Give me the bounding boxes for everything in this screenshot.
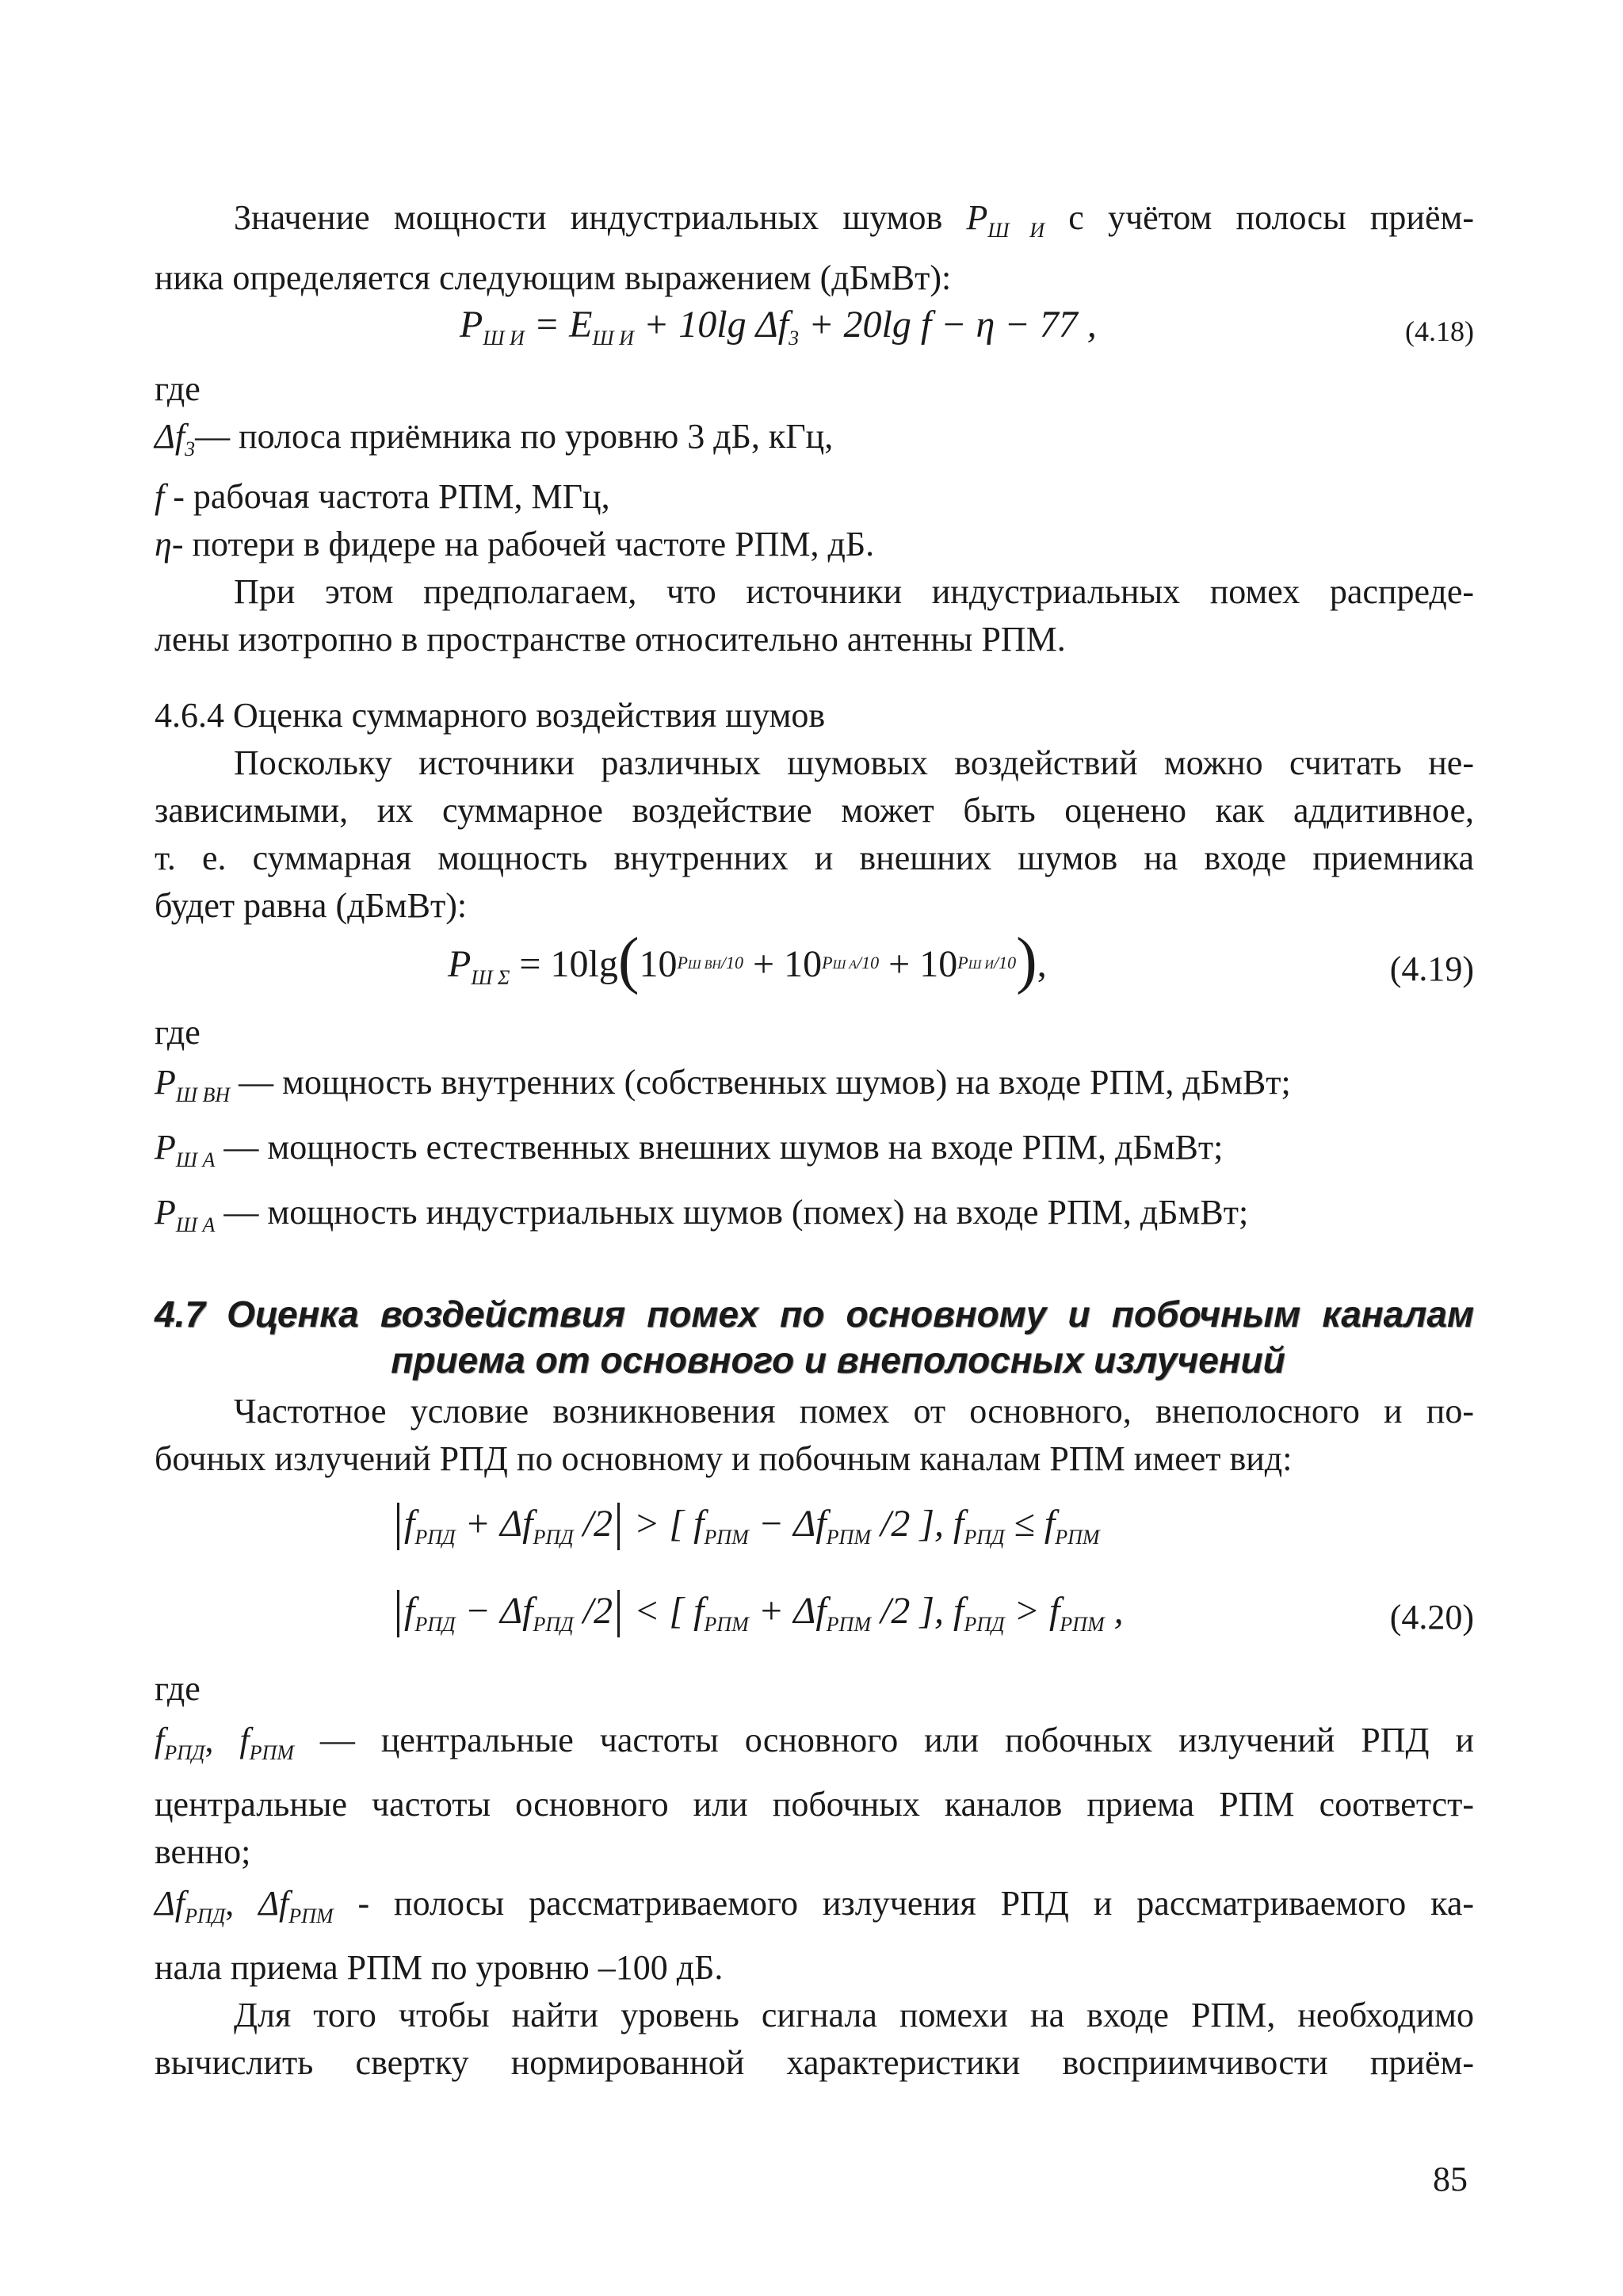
definition-item: η- потери в фидере на рабочей частоте РПМ, дБ. — [155, 525, 875, 563]
paragraph-4-line-2: бочных излучений РПД по основному и побочным каналам РПМ имеет вид: — [155, 1439, 1293, 1478]
equation-body: $P_{Ш И} = E_{Ш И} + 10\lg$ $\Delta f_3 + 20\lg$ f − η − 77 , — [460, 303, 1097, 350]
where-label: где — [155, 369, 200, 408]
paragraph-2-line-2: лены изотропно в пространстве относительно антенны РПМ. — [155, 620, 1066, 659]
definition-item-2-line-1: $\Delta f_{РПД}$, $\Delta f_{РПМ}$ - полосы рассматриваемого излучения РПД и рассматриваемого ка- — [155, 1884, 1475, 1927]
equation-number: (4.20) — [1389, 1598, 1474, 1637]
where-label: где — [155, 1013, 200, 1052]
page-number: 85 — [1433, 2160, 1468, 2199]
definition-item: $P_{Ш ВН}$ — мощность внутренних (собственных шумов) на входе РПМ, дБмВт; — [155, 1063, 1291, 1106]
equation-4-19 — [155, 926, 1474, 1009]
equation-number: (4.18) — [1405, 315, 1474, 347]
equation-4-18 — [155, 302, 1474, 361]
definition-item: f - рабочая частота РПМ, МГц, — [155, 477, 610, 516]
heading-line-1: 4.7 Оценка воздействия помех по основному и побочным каналам — [155, 1293, 1474, 1335]
paragraph-1-line-1 — [155, 194, 1474, 254]
definition-item-2-line-2: нала приема РПМ по уровню –100 дБ. — [155, 1948, 724, 1987]
text: с учётом полосы приём- — [1044, 198, 1474, 237]
definition-item-1-line-3: венно; — [155, 1832, 251, 1871]
definition-item: $P_{Ш А}$ — мощность естественных внешних шумов на входе РПМ, дБмВт; — [155, 1128, 1224, 1171]
definition-item-1-line-1: $f_{РПД}$, $f_{РПМ}$ — центральные частоты основного или побочных излучений РПД и — [155, 1721, 1474, 1764]
definitions-2 — [155, 1056, 1474, 1251]
section-heading-4-7 — [155, 1291, 1474, 1383]
equation-4-20 — [155, 1491, 1474, 1657]
paragraph-1-line-2: ника определяется следующим выражением (дБмВт): — [155, 258, 952, 297]
text: Значение мощности индустриальных шумов — [234, 198, 967, 237]
paragraph-3-line-4: будет равна (дБмВт): — [155, 886, 468, 925]
symbol: P — [966, 198, 988, 237]
definitions-1 — [155, 413, 1474, 568]
equation-number: (4.19) — [1389, 949, 1474, 988]
paragraph-3-line-3: т. е. суммарная мощность внутренних и внешних шумов на входе приемника — [155, 839, 1474, 877]
paragraph-3-line-1: Поскольку источники различных шумовых воздействий можно считать не- — [234, 743, 1474, 782]
equation-row-1: $f_{РПД} + \Delta f_{РПД}$ /2 > [ $f_{РПМ} - \Delta f_{РПМ}$ /2 ], $f_{РПД} \le f_{РПМ}$ — [155, 1491, 1474, 1570]
section-heading-4-6-4: 4.6.4 Оценка суммарного воздействия шумов — [155, 696, 826, 735]
paragraph-4-line-1: Частотное условие возникновения помех от основного, внеполосного и по- — [234, 1392, 1474, 1431]
definition-item: $\Delta f_3—$ полоса приёмника по уровню 3 дБ, кГц, — [155, 417, 834, 460]
definition-item: $P_{Ш А}$ — мощность индустриальных шумов (помех) на входе РПМ, дБмВт; — [155, 1193, 1249, 1236]
subscript: Ш И — [987, 219, 1045, 242]
definition-item-1-line-2: центральные частоты основного или побочных каналов приема РПМ соответст- — [155, 1785, 1474, 1824]
paragraph-2-line-1: При этом предполагаем, что источники индустриальных помех распреде- — [234, 572, 1474, 611]
paragraph-5-line-1: Для того чтобы найти уровень сигнала помехи на входе РПМ, необходимо — [234, 1996, 1474, 2034]
equation-row-2: $f_{РПД} - \Delta f_{РПД}$ /2 < [ $f_{РПМ} + \Delta f_{РПМ}$ /2 ], $f_{РПД} > f_{РПМ}$ , (4.20) — [155, 1578, 1474, 1657]
paragraph-3-line-2: зависимыми, их суммарное воздействие может быть оценено как аддитивное, — [155, 791, 1474, 830]
paragraph-5-line-2: вычислить свертку нормированной характеристики восприимчивости приём- — [155, 2043, 1474, 2082]
where-label: где — [155, 1669, 200, 1708]
heading-line-2: приема от основного и внеполосных излучений — [391, 1339, 1285, 1381]
equation-body: $P_{Ш \Sigma} = 10\lg(10^{PШ ВН/10} + 10^{PШ А/10} + 10^{PШ И/10})$, — [448, 926, 1047, 995]
page-content — [155, 194, 1474, 2087]
definitions-3 — [155, 1713, 1474, 1992]
